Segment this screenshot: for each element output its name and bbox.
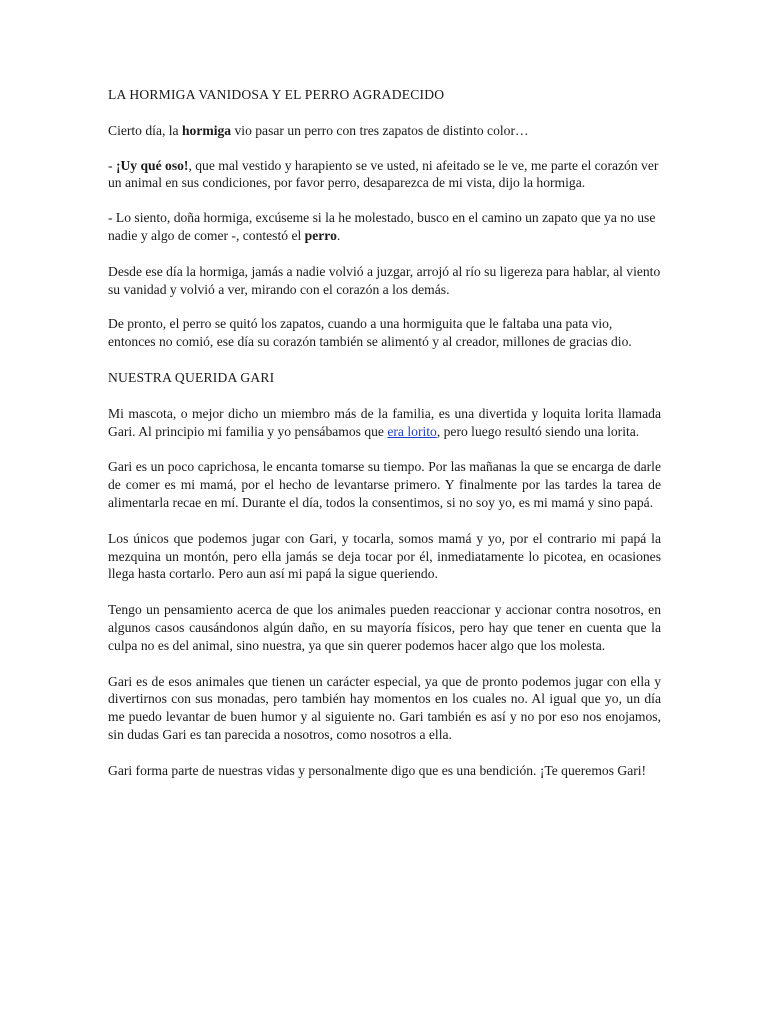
story1-paragraph-1 — [108, 122, 661, 140]
story1-p1-text-a: Cierto día, la — [108, 122, 182, 138]
story2-p1-text-c: , pero luego resultó siendo una lorita. — [436, 423, 640, 439]
story2-p1-text-a: Mi mascota, o mejor dicho un miembro más de la familia, es una divertida y loquita lorita llamada Gari. Al principio mi familia y yo pensábamos que — [108, 405, 661, 439]
story1-p1-text-c: vio pasar un perro con tres zapatos de distinto color… — [231, 122, 529, 138]
story1-paragraph-2 — [108, 157, 661, 193]
story1-p2-text-a: - — [108, 157, 116, 173]
story1-p3-text-a: - Lo siento, doña hormiga, excúseme si la he molestado, busco en el camino un zapato que ya no use nadie y algo de comer -, contestó el — [108, 210, 656, 243]
story2-paragraph-3: Los únicos que podemos jugar con Gari, y tocarla, somos mamá y yo, por el contrario mi papá la mezquina un montón, pero ella jamás se deja tocar por él, inmediatamente lo picotea, en ocasiones llega hasta cortarlo. Pero aun así mi papá la sigue queriendo. — [108, 530, 661, 582]
story1-p1-bold-hormiga: hormiga — [182, 122, 232, 138]
era-lorito-link[interactable]: era lorito — [387, 423, 437, 439]
story2-paragraph-1 — [108, 405, 661, 441]
story2-paragraph-6: Gari forma parte de nuestras vidas y personalmente digo que es una bendición. ¡Te queremos Gari! — [108, 762, 647, 778]
story2-paragraph-5: Gari es de esos animales que tienen un carácter especial, ya que de pronto podemos jugar con ella y divertirnos con sus monadas, pero también hay momentos en los cuales no. Al igual que yo, un día me puedo levantar de buen humor y al siguiente no. Gari también es así y no por eso nos enojamos, sin dudas Gari es tan parecida a nosotros, como nosotros a ella. — [108, 673, 661, 742]
story1-p3-text-c: . — [336, 227, 341, 243]
document-page — [108, 86, 661, 798]
story2-paragraph-2: Gari es un poco caprichosa, le encanta tomarse su tiempo. Por las mañanas la que se encarga de darle de comer es mi mamá, por el hecho de levantarse primero. Y finalmente por las tardes la tarea de alimentarla recae en mí. Durante el día, todos la consentimos, si no soy yo, es mi mamá y sino papá. — [108, 459, 661, 510]
story1-paragraph-3 — [108, 209, 661, 245]
story2-title: NUESTRA QUERIDA GARI — [108, 369, 275, 385]
story1-paragraph-4: Desde ese día la hormiga, jamás a nadie volvió a juzgar, arrojó al río su ligereza para hablar, al viento su vanidad y volvió a ver, mirando con el corazón a los demás. — [108, 263, 661, 297]
story1-p3-bold-perro: perro — [304, 227, 337, 243]
story1-p2-text-c: , que mal vestido y harapiento se ve usted, ni afeitado se le ve, me parte el corazón ver un animal en sus condiciones, por favor perro, desaparezca de mi vista, dijo la hormiga. — [108, 157, 659, 191]
story1-p2-bold-exclamation: ¡Uy qué oso! — [115, 157, 189, 173]
story1-paragraph-5: De pronto, el perro se quitó los zapatos, cuando a una hormiguita que le faltaba una pata vio, entonces no comió, ese día su corazón también se alimentó y al creador, millones de gracias dio. — [108, 316, 632, 350]
story2-paragraph-4: Tengo un pensamiento acerca de que los animales pueden reaccionar y accionar contra nosotros, en algunos casos causándonos algún daño, en su mayoría físicos, pero hay que tener en cuenta que la culpa no es del animal, sino nuestra, ya que sin querer podemos hacer algo que los molesta. — [108, 602, 661, 653]
story1-title: LA HORMIGA VANIDOSA Y EL PERRO AGRADECIDO — [108, 87, 445, 102]
